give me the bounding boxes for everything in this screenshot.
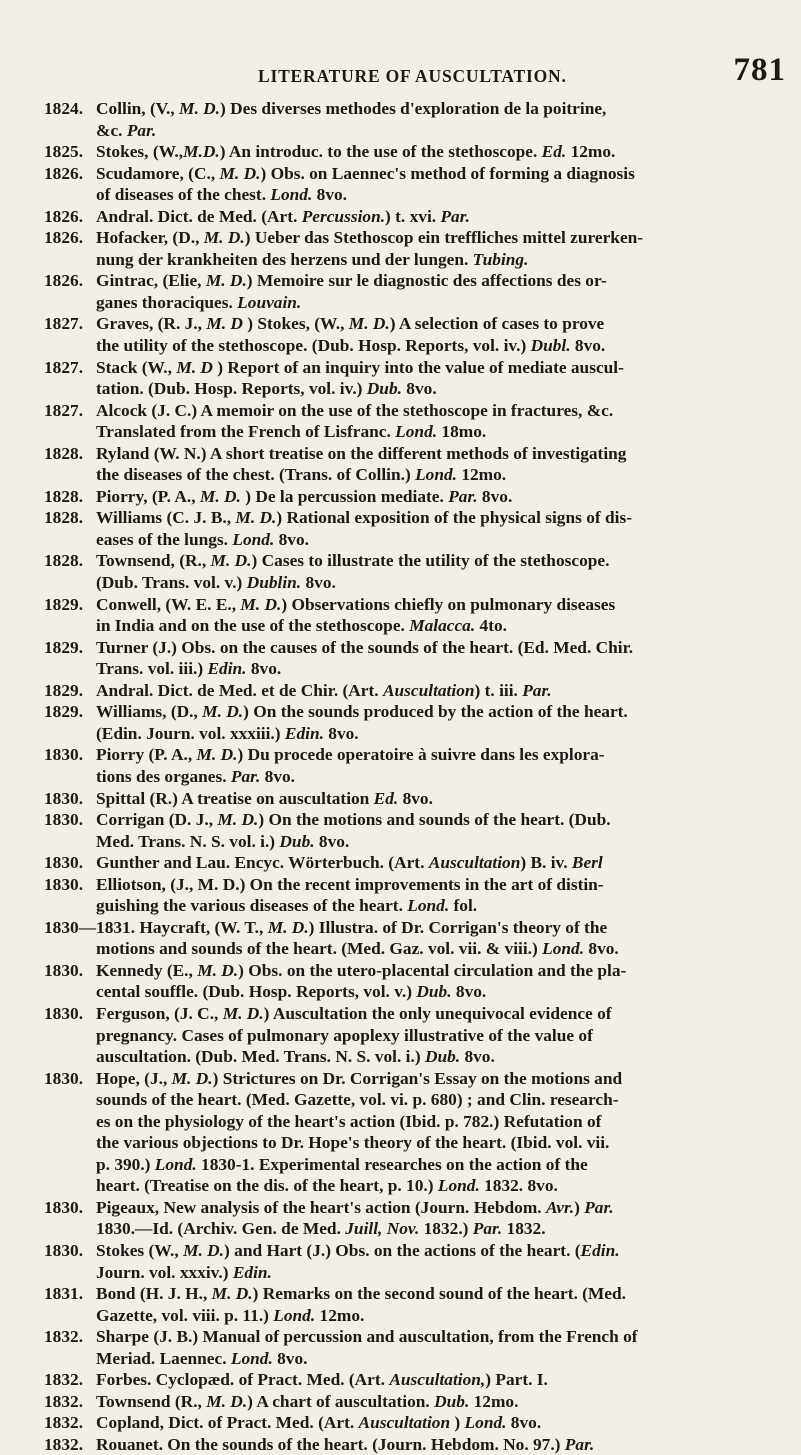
entry-citation: Turner (J.) Obs. on the causes of the sounds of the heart. (Ed. Med. Chir. Trans. vol. iii.) Edin. 8vo. [96, 637, 634, 679]
entry-citation: Gintrac, (Elie, M. D.) Memoire sur le diagnostic des affections des or- ganes thoraciques. Louvain. [96, 271, 607, 312]
entry-citation: Forbes. Cyclopæd. of Pract. Med. (Art. Auscultation,) Part. I. [96, 1370, 548, 1390]
entry-citation: Andral. Dict. de Med. et de Chir. (Art. Auscultation) t. iii. Par. [96, 680, 552, 700]
entry-year: 1828. [44, 486, 84, 506]
entry-citation: Elliotson, (J., M. D.) On the recent improvements in the art of distin- guishing the various diseases of the heart. Lond. fol. [96, 874, 604, 916]
entry-citation: Copland, Dict. of Pract. Med. (Art. Auscultation ) Lond. 8vo. [96, 1413, 542, 1433]
entry-year: 1827. [44, 314, 84, 334]
bibliography-entry [0, 507, 801, 550]
entry-year: 1827. [44, 357, 84, 377]
bibliography-entry [0, 701, 801, 744]
entry-citation: Andral. Dict. de Med. (Art. Percussion.) t. xvi. Par. [96, 206, 470, 226]
entry-citation: Collin, (V., M. D.) Des diverses methodes d'exploration de la poitrine, &c. Par. [96, 99, 607, 140]
bibliography-entry [0, 313, 801, 356]
entry-citation: Conwell, (W. E. E., M. D.) Observations chiefly on pulmonary diseases in India and on the use of the stethoscope. Malacca. 4to. [96, 594, 616, 636]
entry-year: 1832. [44, 1391, 84, 1411]
entry-citation: Piorry, (P. A., M. D. ) De la percussion mediate. Par. 8vo. [96, 486, 513, 506]
entry-citation: Sharpe (J. B.) Manual of percussion and auscultation, from the French of Meriad. Laennec. Lond. 8vo. [96, 1327, 638, 1368]
entry-citation: Stokes, (W.,M.D.) An introduc. to the use of the stethoscope. Ed. 12mo. [96, 142, 616, 162]
entry-year: 1831. [44, 1284, 84, 1304]
entry-year: 1830. [44, 745, 84, 765]
entry-year: 1832. [44, 1370, 84, 1390]
running-head [0, 52, 801, 92]
entry-year: 1826. [44, 228, 84, 248]
entry-citation: Haycraft, (W. T., M. D.) Illustra. of Dr. Corrigan's theory of the motions and sounds of the heart. (Med. Gaz. vol. vii. & viii.) Lond. 8vo. [96, 917, 619, 959]
entry-year: 1828. [44, 443, 84, 463]
entry-year: 1827. [44, 400, 84, 420]
bibliography-entry [0, 1003, 801, 1068]
bibliography-entry [0, 400, 801, 443]
bibliography-entry [0, 852, 801, 874]
entry-year: 1829. [44, 702, 84, 722]
bibliography-entry [0, 680, 801, 702]
entry-year: 1830. [44, 1197, 84, 1217]
bibliography-entry [0, 594, 801, 637]
entry-year: 1824. [44, 99, 84, 118]
bibliography-entry [0, 637, 801, 680]
entry-year: 1830. [44, 1003, 84, 1023]
entry-year: 1828. [44, 508, 84, 528]
entry-year: 1825. [44, 142, 84, 162]
entry-citation: Alcock (J. C.) A memoir on the use of the stethoscope in fractures, &c. Translated from the French of Lisfranc. Lond. 18mo. [96, 400, 614, 442]
bibliography-entry [0, 550, 801, 593]
entry-year: 1830. [44, 874, 84, 894]
bibliography-entry [0, 1197, 801, 1240]
bibliography-entry [0, 809, 801, 852]
entry-citation: Hofacker, (D., M. D.) Ueber das Stethoscop ein treffliches mittel zurerken- nung der krankheiten des herzens und der lungen. Tubing. [96, 228, 644, 269]
bibliography-entry [0, 960, 801, 1003]
entry-citation: Piorry (P. A., M. D.) Du procede operatoire à suivre dans les explora- tions des organes. Par. 8vo. [96, 745, 605, 786]
entry-citation: Ryland (W. N.) A short treatise on the different methods of investigating the diseases of the chest. (Trans. of Collin.) Lond. 12mo. [96, 443, 627, 485]
entry-citation: Hope, (J., M. D.) Strictures on Dr. Corrigan's Essay on the motions and sounds of the heart. (Med. Gazette, vol. vi. p. 680) ; and Clin. research- es on the physiology of the heart's action (Ibid. p. 782.) Refutation of the various objections to Dr. Hope's theory of the heart. (Ibid. vol. vii. p. 390.) Lond. 1830-1. Experimental researches on the action of the heart. (Treatise on the dis. of the heart, p. 10.) Lond. 1832. 8vo. [96, 1068, 623, 1196]
entry-year: 1826. [44, 271, 84, 291]
bibliography-entry [0, 163, 801, 206]
bibliography-list [0, 98, 801, 1455]
entry-year: 1832. [44, 1327, 84, 1347]
entry-year: 1832. [44, 1413, 84, 1433]
entry-year: 1830. [44, 788, 84, 808]
entry-citation: Corrigan (D. J., M. D.) On the motions and sounds of the heart. (Dub. Med. Trans. N. S. vol. i.) Dub. 8vo. [96, 810, 611, 851]
entry-citation: Spittal (R.) A treatise on auscultation Ed. 8vo. [96, 788, 433, 808]
page-number: 781 [733, 52, 786, 88]
entry-year: 1830—1831. [44, 917, 140, 937]
entry-year: 1830. [44, 810, 84, 830]
bibliography-entry [0, 1412, 801, 1434]
bibliography-entry [0, 1369, 801, 1391]
entry-citation: Kennedy (E., M. D.) Obs. on the utero-placental circulation and the pla- cental souffle. (Dub. Hosp. Reports, vol. v.) Dub. 8vo. [96, 960, 627, 1002]
bibliography-entry [0, 1391, 801, 1413]
entry-year: 1829. [44, 594, 84, 614]
entry-year: 1826. [44, 163, 84, 183]
entry-year: 1826. [44, 206, 84, 226]
bibliography-entry [0, 788, 801, 810]
entry-year: 1829. [44, 680, 84, 700]
entry-year: 1828. [44, 551, 84, 571]
bibliography-entry [0, 874, 801, 917]
entry-citation: Williams, (D., M. D.) On the sounds produced by the action of the heart. (Edin. Journ. vol. xxxiii.) Edin. 8vo. [96, 702, 628, 743]
bibliography-entry [0, 443, 801, 486]
bibliography-entry [0, 98, 801, 141]
entry-citation: Scudamore, (C., M. D.) Obs. on Laennec's method of forming a diagnosis of diseases of the chest. Lond. 8vo. [96, 163, 635, 205]
entry-citation: Gunther and Lau. Encyc. Wörterbuch. (Art. Auscultation) B. iv. Berl [96, 853, 603, 873]
entry-year: 1829. [44, 637, 84, 657]
entry-year: 1830. [44, 1068, 84, 1088]
entry-citation: Graves, (R. J., M. D ) Stokes, (W., M. D.) A selection of cases to prove the utility of the stethoscope. (Dub. Hosp. Reports, vol. iv.) Dubl. 8vo. [96, 314, 606, 356]
bibliography-entry [0, 486, 801, 508]
bibliography-entry [0, 141, 801, 163]
entry-citation: Rouanet. On the sounds of the heart. (Journ. Hebdom. No. 97.) Par. [96, 1434, 595, 1454]
entry-citation: Ferguson, (J. C., M. D.) Auscultation the only unequivocal evidence of pregnancy. Cases of pulmonary apoplexy illustrative of the value of auscultation. (Dub. Med. Trans. N. S. vol. i.) Dub. 8vo. [96, 1003, 612, 1067]
bibliography-entry [0, 1068, 801, 1197]
entry-year: 1830. [44, 960, 84, 980]
bibliography-entry [0, 1240, 801, 1283]
bibliography-entry [0, 270, 801, 313]
bibliography-entry [0, 357, 801, 400]
entry-citation: Stokes (W., M. D.) and Hart (J.) Obs. on the actions of the heart. (Edin. Journ. vol. xxxiv.) Edin. [96, 1240, 620, 1282]
entry-citation: Bond (H. J. H., M. D.) Remarks on the second sound of the heart. (Med. Gazette, vol. viii. p. 11.) Lond. 12mo. [96, 1284, 626, 1325]
bibliography-entry [0, 1434, 801, 1455]
entry-year: 1830. [44, 853, 84, 873]
entry-citation: Williams (C. J. B., M. D.) Rational exposition of the physical signs of dis- eases of the lungs. Lond. 8vo. [96, 508, 632, 549]
bibliography-entry [0, 744, 801, 787]
entry-citation: Pigeaux, New analysis of the heart's action (Journ. Hebdom. Avr.) Par. 1830.—Id. (Archiv. Gen. de Med. Juill, Nov. 1832.) Par. 1832. [96, 1197, 614, 1239]
bibliography-entry [0, 1326, 801, 1369]
entry-year: 1832. [44, 1434, 84, 1454]
bibliography-entry [0, 917, 801, 960]
entry-citation: Stack (W., M. D ) Report of an inquiry into the value of mediate auscul- tation. (Dub. Hosp. Reports, vol. iv.) Dub. 8vo. [96, 357, 624, 399]
bibliography-entry [0, 1283, 801, 1326]
entry-citation: Townsend (R., M. D.) A chart of auscultation. Dub. 12mo. [96, 1391, 519, 1411]
bibliography-entry [0, 206, 801, 228]
bibliography-entry [0, 227, 801, 270]
page-header-title: LITERATURE OF AUSCULTATION. [258, 66, 567, 86]
entry-year: 1830. [44, 1240, 84, 1260]
entry-citation: Townsend, (R., M. D.) Cases to illustrate the utility of the stethoscope. (Dub. Trans. vol. v.) Dublin. 8vo. [96, 551, 610, 593]
